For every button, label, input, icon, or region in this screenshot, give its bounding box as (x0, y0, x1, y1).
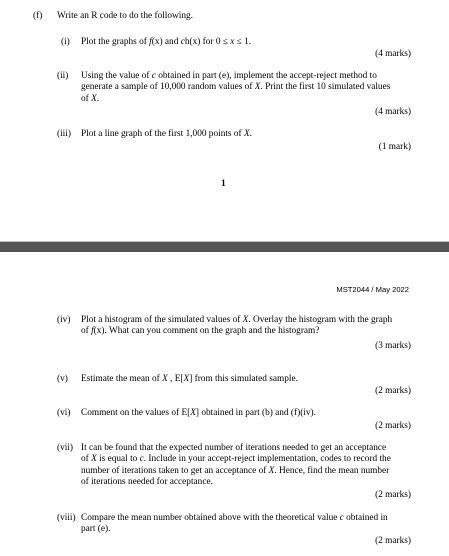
marks-label: (4 marks) (375, 107, 411, 117)
question-number: (i) (61, 37, 70, 47)
question-text: Estimate the mean of X , E[X] from this simulated sample. (81, 374, 298, 384)
question-text: Plot a line graph of the first 1,000 points of X. (81, 129, 252, 139)
question-text: Comment on the values of E[X] obtained in part (b) and (f)(iv). (81, 408, 316, 418)
question-number: (ii) (57, 71, 69, 81)
marks-label: (2 marks) (375, 490, 411, 500)
question-number: (vi) (57, 408, 71, 418)
marks-label: (3 marks) (375, 341, 411, 351)
marks-label: (2 marks) (375, 536, 411, 546)
question-text: Plot a histogram of the simulated values of X. Overlay the histogram with the graph of f(x). What can you comment on the graph and the histogram? (81, 315, 393, 337)
question-text: Plot the graphs of f(x) and ch(x) for 0 ≤ x ≤ 1. (81, 37, 252, 47)
marks-label: (2 marks) (375, 386, 411, 396)
question-text: Compare the mean number obtained above with the theoretical value c obtained in part (e). (81, 513, 388, 535)
marks-label: (2 marks) (375, 421, 411, 431)
part-intro-text: Write an R code to do the following. (57, 11, 193, 21)
question-number: (iv) (57, 315, 71, 325)
page-header: MST2044 / May 2022 (336, 285, 409, 294)
marks-label: (1 mark) (378, 142, 411, 152)
question-number: (viii) (57, 513, 76, 523)
question-number: (iii) (57, 129, 71, 139)
question-number: (v) (57, 374, 68, 384)
question-number: (vii) (57, 443, 74, 453)
page-number: 1 (221, 179, 226, 189)
question-text: Using the value of c obtained in part (e), implement the accept-reject method to generate a sample of 10,000 random values of X. Print the first 10 simulated values of X. (81, 71, 391, 104)
question-text: It can be found that the expected number of iterations needed to get an acceptance of X is equal to c. Include in your accept-reject implementation, codes to record the number of iterations taken to get an acceptance of X. Hence, find the mean number of iterations needed for acceptance. (81, 443, 391, 488)
marks-label: (4 marks) (375, 49, 411, 59)
part-number: (f) (33, 11, 43, 21)
page-separator (0, 242, 449, 252)
